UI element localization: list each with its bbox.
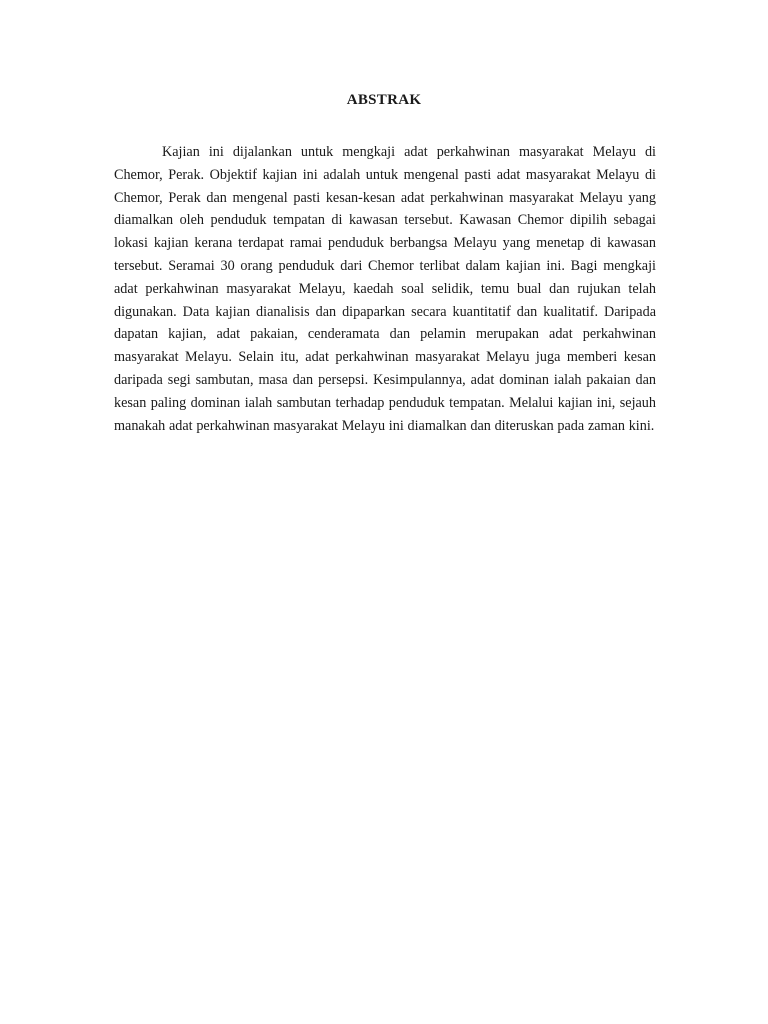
page-title: ABSTRAK: [346, 92, 422, 108]
abstract-paragraph: Kajian ini dijalankan untuk mengkaji adat perkahwinan masyarakat Melayu di Chemor, Perak. Objektif kajian ini adalah untuk mengenal pasti adat masyarakat Melayu di Chemor, Perak dan mengenal pasti kesan-kesan adat perkahwinan masyarakat Melayu yang diamalkan oleh penduduk tempatan di kawasan tersebut. Kawasan Chemor dipilih sebagai lokasi kajian kerana terdapat ramai penduduk berbangsa Melayu yang menetap di kawasan tersebut. Seramai 30 orang penduduk dari Chemor terlibat dalam kajian ini. Bagi mengkaji adat perkahwinan masyarakat Melayu, kaedah soal selidik, temu bual dan rujukan telah digunakan. Data kajian dianalisis dan dipaparkan secara kuantitatif dan kualitatif. Daripada dapatan kajian, adat pakaian, cenderamata dan pelamin merupakan adat perkahwinan masyarakat Melayu. Selain itu, adat perkahwinan masyarakat Melayu juga memberi kesan daripada segi sambutan, masa dan persepsi. Kesimpulannya, adat dominan ialah pakaian dan kesan paling dominan ialah sambutan terhadap penduduk tempatan. Melalui kajian ini, sejauh manakah adat perkahwinan masyarakat Melayu ini diamalkan dan diteruskan pada zaman kini.: [114, 144, 656, 434]
